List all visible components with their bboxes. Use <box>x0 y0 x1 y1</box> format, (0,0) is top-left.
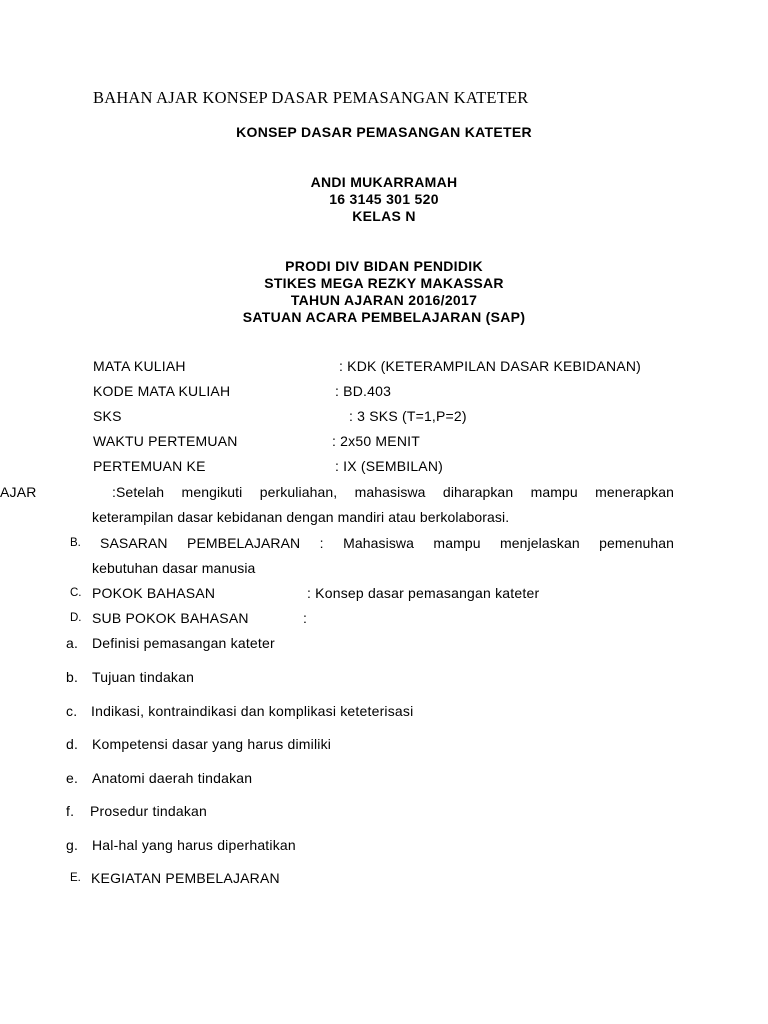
sub-item-text: Prosedur tindakan <box>90 803 208 819</box>
info-value-pertemuan: : IX (SEMBILAN) <box>335 458 444 474</box>
info-label-kode: KODE MATA KULIAH <box>93 383 231 399</box>
info-value-kode: : BD.403 <box>335 383 392 399</box>
pokok-label: POKOK BAHASAN <box>92 585 216 601</box>
sub-item-marker: a. <box>66 635 79 651</box>
tujuan-label: AJAR <box>0 484 37 500</box>
kegiatan-label: KEGIATAN PEMBELAJARAN <box>91 870 280 886</box>
author-name: ANDI MUKARRAMAH <box>310 174 458 190</box>
info-label-sks: SKS <box>93 408 122 424</box>
sub-item-marker: e. <box>66 770 79 786</box>
author-class: KELAS N <box>352 208 416 224</box>
sub-pokok-label: SUB POKOK BAHASAN <box>92 610 249 626</box>
info-label-pertemuan: PERTEMUAN KE <box>93 458 206 474</box>
sub-item-marker: d. <box>66 736 79 752</box>
sub-item-text: Indikasi, kontraindikasi dan komplikasi keteterisasi <box>91 703 414 719</box>
sub-item-text: Hal-hal yang harus diperhatikan <box>92 837 296 853</box>
main-heading: KONSEP DASAR PEMASANGAN KATETER <box>236 124 532 140</box>
sub-item-text: Kompetensi dasar yang harus dimiliki <box>92 736 332 752</box>
pokok-marker: C. <box>70 587 82 599</box>
sub-item-marker: b. <box>66 669 79 685</box>
sub-item-marker: g. <box>66 837 79 853</box>
institution-line4: SATUAN ACARA PEMBELAJARAN (SAP) <box>242 309 526 325</box>
info-label-waktu: WAKTU PERTEMUAN <box>93 433 238 449</box>
document-title: BAHAN AJAR KONSEP DASAR PEMASANGAN KATETER <box>93 88 529 107</box>
info-value-waktu: : 2x50 MENIT <box>332 433 420 449</box>
institution-line3: TAHUN AJARAN 2016/2017 <box>290 292 478 308</box>
sasaran-text-line1: SASARAN PEMBELAJARAN : Mahasiswa mampu menjelaskan pemenuhan <box>100 535 674 551</box>
sub-pokok-value: : <box>303 610 308 626</box>
pokok-value: : Konsep dasar pemasangan kateter <box>307 585 540 601</box>
sub-pokok-marker: D. <box>70 612 82 624</box>
tujuan-text-line2: keterampilan dasar kebidanan dengan mandiri atau berkolaborasi. <box>92 509 510 525</box>
sasaran-marker: B. <box>70 537 81 549</box>
sub-item-text: Anatomi daerah tindakan <box>92 770 253 786</box>
info-value-mata-kuliah: : KDK (KETERAMPILAN DASAR KEBIDANAN) <box>339 358 642 374</box>
sasaran-text-line2: kebutuhan dasar manusia <box>92 560 256 576</box>
author-id: 16 3145 301 520 <box>329 191 439 207</box>
kegiatan-marker: E. <box>70 872 81 884</box>
info-label-mata-kuliah: MATA KULIAH <box>93 358 186 374</box>
sub-item-text: Tujuan tindakan <box>92 669 195 685</box>
institution-line2: STIKES MEGA REZKY MAKASSAR <box>264 275 504 291</box>
info-value-sks: : 3 SKS (T=1,P=2) <box>349 408 467 424</box>
tujuan-text-line1: :Setelah mengikuti perkuliahan, mahasiswa diharapkan mampu menerapkan <box>112 484 674 500</box>
sub-item-text: Definisi pemasangan kateter <box>92 635 275 651</box>
sub-item-marker: c. <box>66 703 78 719</box>
institution-line1: PRODI DIV BIDAN PENDIDIK <box>285 258 483 274</box>
sub-item-marker: f. <box>66 803 75 819</box>
